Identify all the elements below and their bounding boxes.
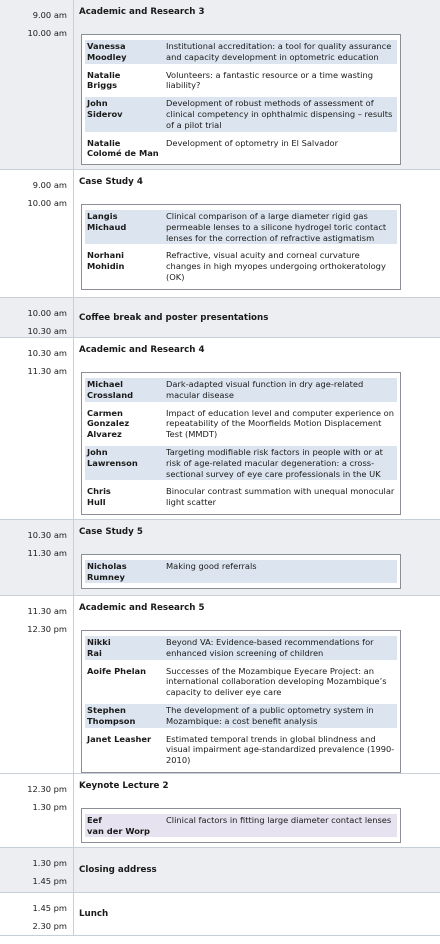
talk-title: Successes of the Mozambique Eyecare Project: an international collaboration developing Mozambique’s capacity to deliver eye care <box>166 665 387 698</box>
talk-item <box>82 444 400 483</box>
session-row <box>0 170 440 298</box>
talk-item <box>82 812 400 840</box>
session-row <box>0 774 440 848</box>
session-time <box>0 338 74 519</box>
talk-list <box>81 372 401 515</box>
talk-title: Clinical factors in fitting large diameter contact lenses <box>163 814 397 837</box>
talk-item <box>82 38 400 67</box>
speaker-name: John Siderov <box>85 97 163 131</box>
talk-title: Impact of education level and computer experience on repeatability of the Moorfields Motion Displacement Test (MMDT) <box>166 407 394 440</box>
speaker-name: Michael Crossland <box>85 378 163 402</box>
talk-item <box>82 483 400 512</box>
start-time: 10.30 am <box>27 348 67 358</box>
session-time <box>0 298 74 337</box>
session-row <box>0 298 440 338</box>
speaker-name: Nikki Rai <box>85 636 163 660</box>
talk-title: Institutional accreditation: a tool for quality assurance and capacity development in optometric education <box>163 40 397 64</box>
talk-title: Binocular contrast summation with unequal monocular light scatter <box>166 486 395 508</box>
session-time <box>0 848 74 892</box>
talk-item <box>82 731 400 770</box>
speaker-name: Carmen Gonzalez Alvarez <box>87 407 130 440</box>
session-content <box>74 298 440 337</box>
talk-item <box>82 702 400 731</box>
session-time <box>0 893 74 935</box>
speaker-name: Chris Hull <box>87 486 111 508</box>
speaker-name: Aoife Phelan <box>87 665 147 676</box>
talk-item <box>82 663 400 702</box>
end-time: 2.30 pm <box>32 920 67 931</box>
speaker-name: Natalie Briggs <box>87 69 121 91</box>
talk-item <box>82 208 400 247</box>
session-time <box>0 774 74 847</box>
end-time: 10.30 am <box>27 325 67 336</box>
talk-item <box>82 135 400 163</box>
session-row <box>0 848 440 893</box>
talk-title: Development of robust methods of assessment of clinical competency in ophthalmic dispensing – results of a pilot trial <box>163 97 397 131</box>
start-time: 11.30 am <box>27 606 67 616</box>
speaker-name: Nicholas Rumney <box>85 560 163 583</box>
talk-title: The development of a public optometry system in Mozambique: a cost benefit analysis <box>163 704 397 728</box>
speaker-name: Natalie Colomé de Man <box>87 137 159 159</box>
session-content <box>74 893 440 935</box>
start-time: 9.00 am <box>32 10 67 20</box>
talk-title: Volunteers: a fantastic resource or a time wasting liability? <box>166 69 373 91</box>
talk-title: Refractive, visual acuity and corneal curvature changes in high myopes undergoing orthokeratology (OK) <box>166 250 386 282</box>
start-time: 1.45 pm <box>32 903 67 913</box>
start-time: 9.00 am <box>32 180 67 190</box>
session-content <box>74 338 440 519</box>
talk-list <box>81 204 401 290</box>
speaker-name: Janet Leasher <box>87 733 152 744</box>
start-time: 10.30 am <box>27 530 67 540</box>
speaker-name: Vanessa Moodley <box>85 40 163 64</box>
session-content <box>74 848 440 892</box>
talk-list <box>81 554 401 589</box>
talk-list <box>81 34 401 165</box>
session-row <box>0 520 440 596</box>
session-time <box>0 170 74 297</box>
talk-title: Clinical comparison of a large diameter rigid gas permeable lenses to a silicone hydrogel toric contact lenses for the correction of refractive astigmatism <box>163 210 397 244</box>
session-title: Case Study 4 <box>79 177 143 187</box>
speaker-name: Eef van der Worp <box>85 814 163 837</box>
end-time: 11.30 am <box>27 365 67 376</box>
speaker-name: Langis Michaud <box>85 210 163 244</box>
talk-item <box>82 376 400 405</box>
session-title: Case Study 5 <box>79 527 143 537</box>
speaker-name: John Lawrenson <box>85 446 163 480</box>
session-title: Academic and Research 4 <box>79 345 205 355</box>
session-title: Academic and Research 5 <box>79 603 205 613</box>
session-content <box>74 0 440 169</box>
session-time <box>0 520 74 595</box>
end-time: 11.30 am <box>27 547 67 558</box>
session-title: Coffee break and poster presentations <box>79 312 269 323</box>
session-row <box>0 338 440 520</box>
talk-item <box>82 634 400 663</box>
talk-item <box>82 405 400 444</box>
start-time: 10.00 am <box>27 308 67 318</box>
end-time: 10.00 am <box>27 197 67 208</box>
session-content <box>74 774 440 847</box>
talk-item <box>82 95 400 134</box>
session-content <box>74 596 440 773</box>
session-row <box>0 893 440 936</box>
end-time: 10.00 am <box>27 27 67 38</box>
session-title: Keynote Lecture 2 <box>79 781 169 791</box>
session-row <box>0 0 440 170</box>
session-row <box>0 596 440 774</box>
talk-item <box>82 558 400 586</box>
talk-title: Estimated temporal trends in global blindness and visual impairment age-standardized prevalence (1990-2010) <box>166 733 395 766</box>
talk-list <box>81 808 401 843</box>
session-content <box>74 170 440 297</box>
start-time: 12.30 pm <box>27 784 67 794</box>
speaker-name: Norhani Mohidin <box>87 250 125 272</box>
session-content <box>74 520 440 595</box>
talk-item <box>82 247 400 286</box>
talk-title: Beyond VA: Evidence-based recommendations for enhanced vision screening of children <box>163 636 397 660</box>
end-time: 1.45 pm <box>32 875 67 886</box>
session-title: Academic and Research 3 <box>79 7 205 17</box>
session-title: Lunch <box>79 909 109 919</box>
talk-list <box>81 630 401 773</box>
talk-title: Targeting modifiable risk factors in people with or at risk of age-related macular degeneration: a cross-sectional survey of eye care professionals in the UK <box>163 446 397 480</box>
talk-title: Dark-adapted visual function in dry age-related macular disease <box>163 378 397 402</box>
start-time: 1.30 pm <box>32 858 67 868</box>
talk-title: Development of optometry in El Salvador <box>166 137 338 148</box>
session-time <box>0 0 74 169</box>
session-title: Closing address <box>79 865 157 875</box>
session-time <box>0 596 74 773</box>
end-time: 12.30 pm <box>27 623 67 634</box>
end-time: 1.30 pm <box>32 801 67 812</box>
talk-item <box>82 67 400 96</box>
talk-title: Making good referrals <box>163 560 397 583</box>
speaker-name: Stephen Thompson <box>85 704 163 728</box>
